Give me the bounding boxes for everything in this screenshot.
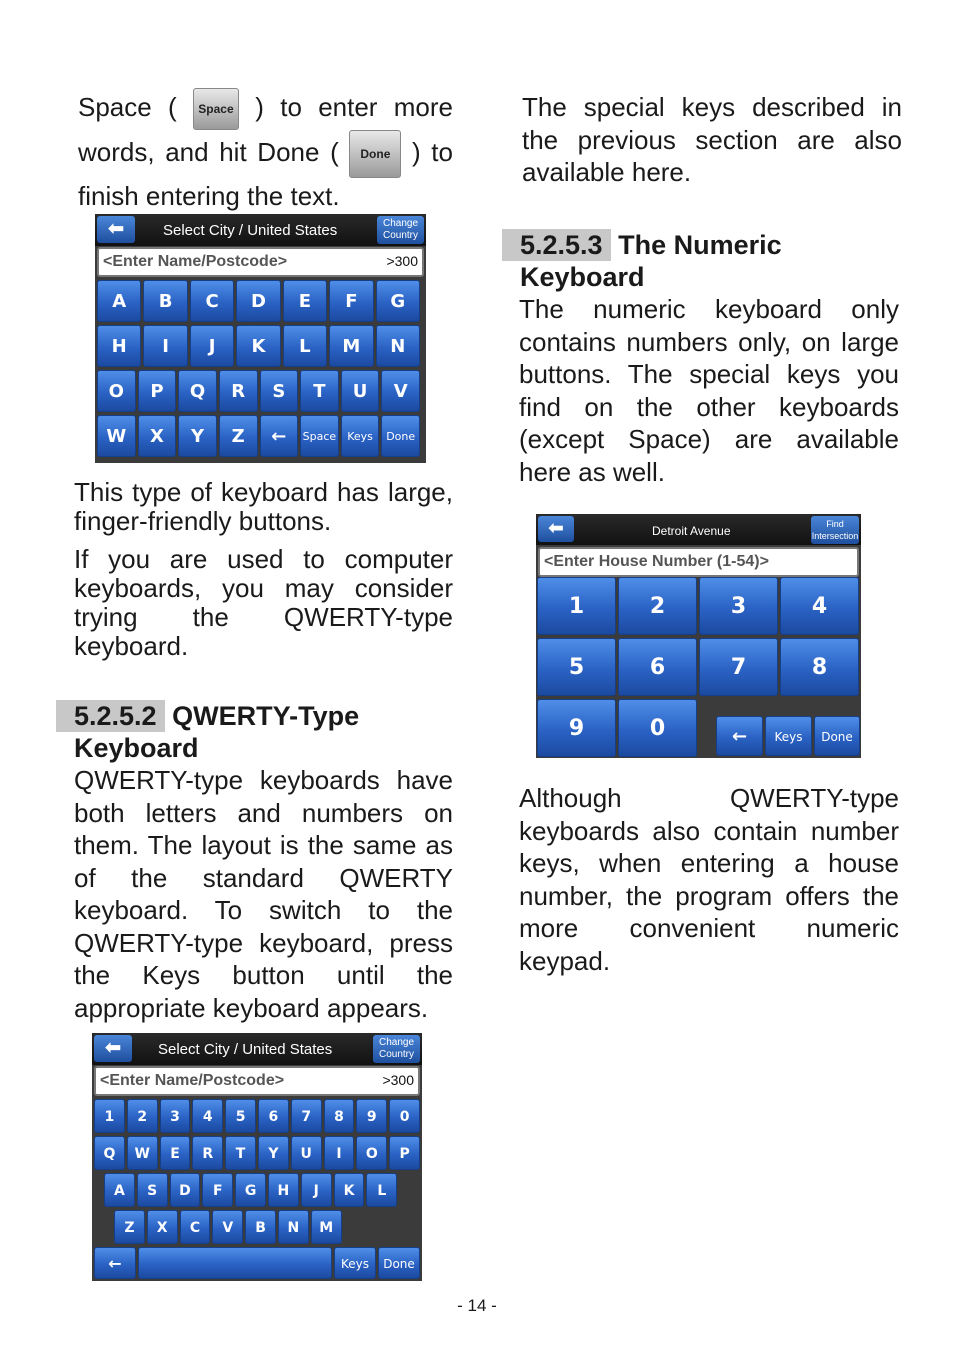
paragraph-qwerty: QWERTY-type keyboards have both letters and numbers on them. The layout is the same as of the standard QWERTY keyboard. To switch to the QWERTY-type keyboard, press the Keys button until the appropriate keyboard appears.	[74, 765, 453, 1023]
intro-text-1: Space (	[78, 91, 177, 122]
key-m[interactable]: M	[311, 1210, 342, 1244]
change-country-button[interactable]	[377, 216, 424, 244]
key-a[interactable]: A	[104, 1173, 135, 1207]
key-t[interactable]: T	[225, 1136, 256, 1170]
space-bar[interactable]	[138, 1247, 332, 1279]
title-bar	[536, 514, 861, 545]
key-y[interactable]: Y	[178, 415, 217, 457]
paragraph-large-buttons: This type of keyboard has large, finger-friendly buttons.	[74, 477, 453, 536]
side-button-line-1: Find	[826, 519, 844, 529]
key-e[interactable]: E	[160, 1136, 191, 1170]
section-title: The Numeric	[618, 230, 782, 260]
key-j[interactable]: J	[190, 325, 234, 367]
paragraph-computer-keyboards: If you are used to computer keyboards, you may consider trying the QWERTY-type keyboard.	[74, 544, 453, 661]
key-6[interactable]: 6	[618, 638, 697, 696]
key-g[interactable]: G	[376, 280, 420, 322]
key-1[interactable]: 1	[537, 577, 616, 635]
paragraph-numeric: The numeric keyboard only contains numbers only, on large buttons. The special keys you find on the other keyboards (except Space) are available here as well.	[519, 294, 899, 487]
key-q[interactable]: Q	[94, 1136, 125, 1170]
key-7[interactable]: 7	[699, 638, 778, 696]
key-m[interactable]: M	[329, 325, 373, 367]
side-button-line-1: Change	[378, 1037, 415, 1048]
paragraph-although: Although QWERTY-type keyboards also contain number keys, when entering a house number, the program offers the more convenient numeric keypad.	[519, 783, 899, 976]
key-x[interactable]: X	[147, 1210, 178, 1244]
key-4[interactable]: 4	[192, 1099, 223, 1133]
key-v[interactable]: V	[381, 370, 420, 412]
input-placeholder: <Enter House Number (1-54)>	[544, 553, 769, 570]
side-button-line-2: Country	[382, 230, 418, 241]
key-space[interactable]: Space	[300, 415, 339, 457]
key-6[interactable]: 6	[258, 1099, 289, 1133]
input-placeholder: <Enter Name/Postcode>	[100, 1072, 285, 1089]
result-count: >300	[382, 1072, 414, 1088]
title-bar	[95, 214, 426, 246]
section-title: QWERTY-Type	[172, 701, 360, 731]
key-keys[interactable]: Keys	[334, 1247, 376, 1279]
key-keys[interactable]: Keys	[341, 415, 380, 457]
screen-title: Detroit Avenue	[652, 524, 731, 538]
key-v[interactable]: V	[212, 1210, 243, 1244]
screen-title: Select City / United States	[163, 222, 338, 239]
key-x[interactable]: X	[138, 415, 177, 457]
key-u[interactable]: U	[341, 370, 380, 412]
key-z[interactable]: Z	[219, 415, 258, 457]
key-z[interactable]: Z	[114, 1210, 145, 1244]
key-2[interactable]: 2	[127, 1099, 158, 1133]
backspace-key[interactable]: ←	[716, 716, 763, 756]
paragraph-special-keys: The special keys described in the previous section are also available here.	[522, 92, 902, 187]
intro-text-2: ) to enter more words, and hit Done (	[78, 91, 453, 167]
key-w[interactable]: W	[127, 1136, 158, 1170]
page-number: - 14 -	[457, 1296, 497, 1315]
key-4[interactable]: 4	[780, 577, 859, 635]
key-0[interactable]: 0	[389, 1099, 420, 1133]
side-button-line-2: Country	[378, 1049, 414, 1060]
key-l[interactable]: L	[366, 1173, 397, 1207]
key-p[interactable]: P	[389, 1136, 420, 1170]
key-o[interactable]: O	[97, 370, 136, 412]
key-a[interactable]: A	[97, 280, 141, 322]
change-country-button[interactable]	[373, 1035, 420, 1063]
key-h[interactable]: H	[268, 1173, 299, 1207]
backspace-key[interactable]: ←	[260, 415, 299, 457]
key-k[interactable]: K	[334, 1173, 365, 1207]
key-c[interactable]: C	[180, 1210, 211, 1244]
title-bar	[92, 1033, 422, 1065]
section-heading-qwerty	[74, 700, 453, 764]
name-input[interactable]	[97, 247, 424, 277]
backspace-key[interactable]: ←	[94, 1247, 136, 1279]
side-button-line-1: Change	[382, 218, 419, 229]
key-u[interactable]: U	[291, 1136, 322, 1170]
key-9[interactable]: 9	[356, 1099, 387, 1133]
key-3[interactable]: 3	[699, 577, 778, 635]
numeric-keyboard-screen	[536, 514, 861, 758]
key-y[interactable]: Y	[258, 1136, 289, 1170]
back-button[interactable]	[97, 216, 135, 243]
key-e[interactable]: E	[283, 280, 327, 322]
key-c[interactable]: C	[190, 280, 234, 322]
key-w[interactable]: W	[97, 415, 136, 457]
house-number-input[interactable]	[538, 547, 859, 577]
screen-title: Select City / United States	[158, 1041, 333, 1058]
key-f[interactable]: F	[329, 280, 373, 322]
key-n[interactable]: N	[376, 325, 420, 367]
done-key-icon: Done	[349, 130, 401, 178]
key-s[interactable]: S	[260, 370, 299, 412]
key-keys[interactable]: Keys	[765, 716, 812, 756]
back-button[interactable]	[538, 516, 574, 542]
key-l[interactable]: L	[283, 325, 327, 367]
key-o[interactable]: O	[356, 1136, 387, 1170]
key-q[interactable]: Q	[178, 370, 217, 412]
key-g[interactable]: G	[235, 1173, 266, 1207]
key-p[interactable]: P	[138, 370, 177, 412]
key-d[interactable]: D	[170, 1173, 201, 1207]
result-count: >300	[386, 253, 418, 269]
key-5[interactable]: 5	[537, 638, 616, 696]
section-title-2: Keyboard	[520, 262, 645, 292]
key-d[interactable]: D	[236, 280, 280, 322]
key-b[interactable]: B	[143, 280, 187, 322]
back-button[interactable]	[94, 1035, 132, 1062]
find-intersection-button[interactable]	[811, 516, 859, 544]
key-7[interactable]: 7	[291, 1099, 322, 1133]
side-button-line-2: Intersection	[811, 531, 859, 541]
key-f[interactable]: F	[202, 1173, 233, 1207]
key-s[interactable]: S	[137, 1173, 168, 1207]
key-i[interactable]: I	[324, 1136, 355, 1170]
arrow-left-icon: ⬅	[107, 218, 125, 240]
key-8[interactable]: 8	[324, 1099, 355, 1133]
key-5[interactable]: 5	[225, 1099, 256, 1133]
key-k[interactable]: K	[236, 325, 280, 367]
key-t[interactable]: T	[300, 370, 339, 412]
input-placeholder: <Enter Name/Postcode>	[103, 253, 288, 270]
key-done[interactable]: Done	[381, 415, 420, 457]
section-heading-numeric	[520, 229, 900, 293]
key-i[interactable]: I	[143, 325, 187, 367]
key-j[interactable]: J	[301, 1173, 332, 1207]
section-title-2: Keyboard	[74, 733, 199, 763]
arrow-left-icon: ⬅	[548, 518, 564, 539]
key-9[interactable]: 9	[537, 699, 616, 757]
key-done[interactable]: Done	[814, 716, 860, 756]
key-h[interactable]: H	[97, 325, 141, 367]
key-r[interactable]: R	[219, 370, 258, 412]
key-8[interactable]: 8	[780, 638, 859, 696]
name-input[interactable]	[94, 1066, 420, 1096]
section-number: 5.2.5.2	[56, 700, 165, 732]
key-n[interactable]: N	[278, 1210, 309, 1244]
key-done[interactable]: Done	[378, 1247, 420, 1279]
intro-paragraph	[78, 88, 453, 214]
intro-text-3: ) to finish entering the text.	[78, 136, 453, 211]
space-key-icon: Space	[193, 88, 239, 130]
abc-keyboard-screen	[95, 214, 426, 463]
key-3[interactable]: 3	[160, 1099, 191, 1133]
qwerty-keyboard-screen	[92, 1033, 422, 1281]
key-2[interactable]: 2	[618, 577, 697, 635]
arrow-left-icon: ⬅	[104, 1037, 122, 1059]
section-number: 5.2.5.3	[502, 229, 611, 261]
key-0[interactable]: 0	[618, 699, 697, 757]
key-b[interactable]: B	[245, 1210, 276, 1244]
key-1[interactable]: 1	[94, 1099, 125, 1133]
key-r[interactable]: R	[192, 1136, 223, 1170]
